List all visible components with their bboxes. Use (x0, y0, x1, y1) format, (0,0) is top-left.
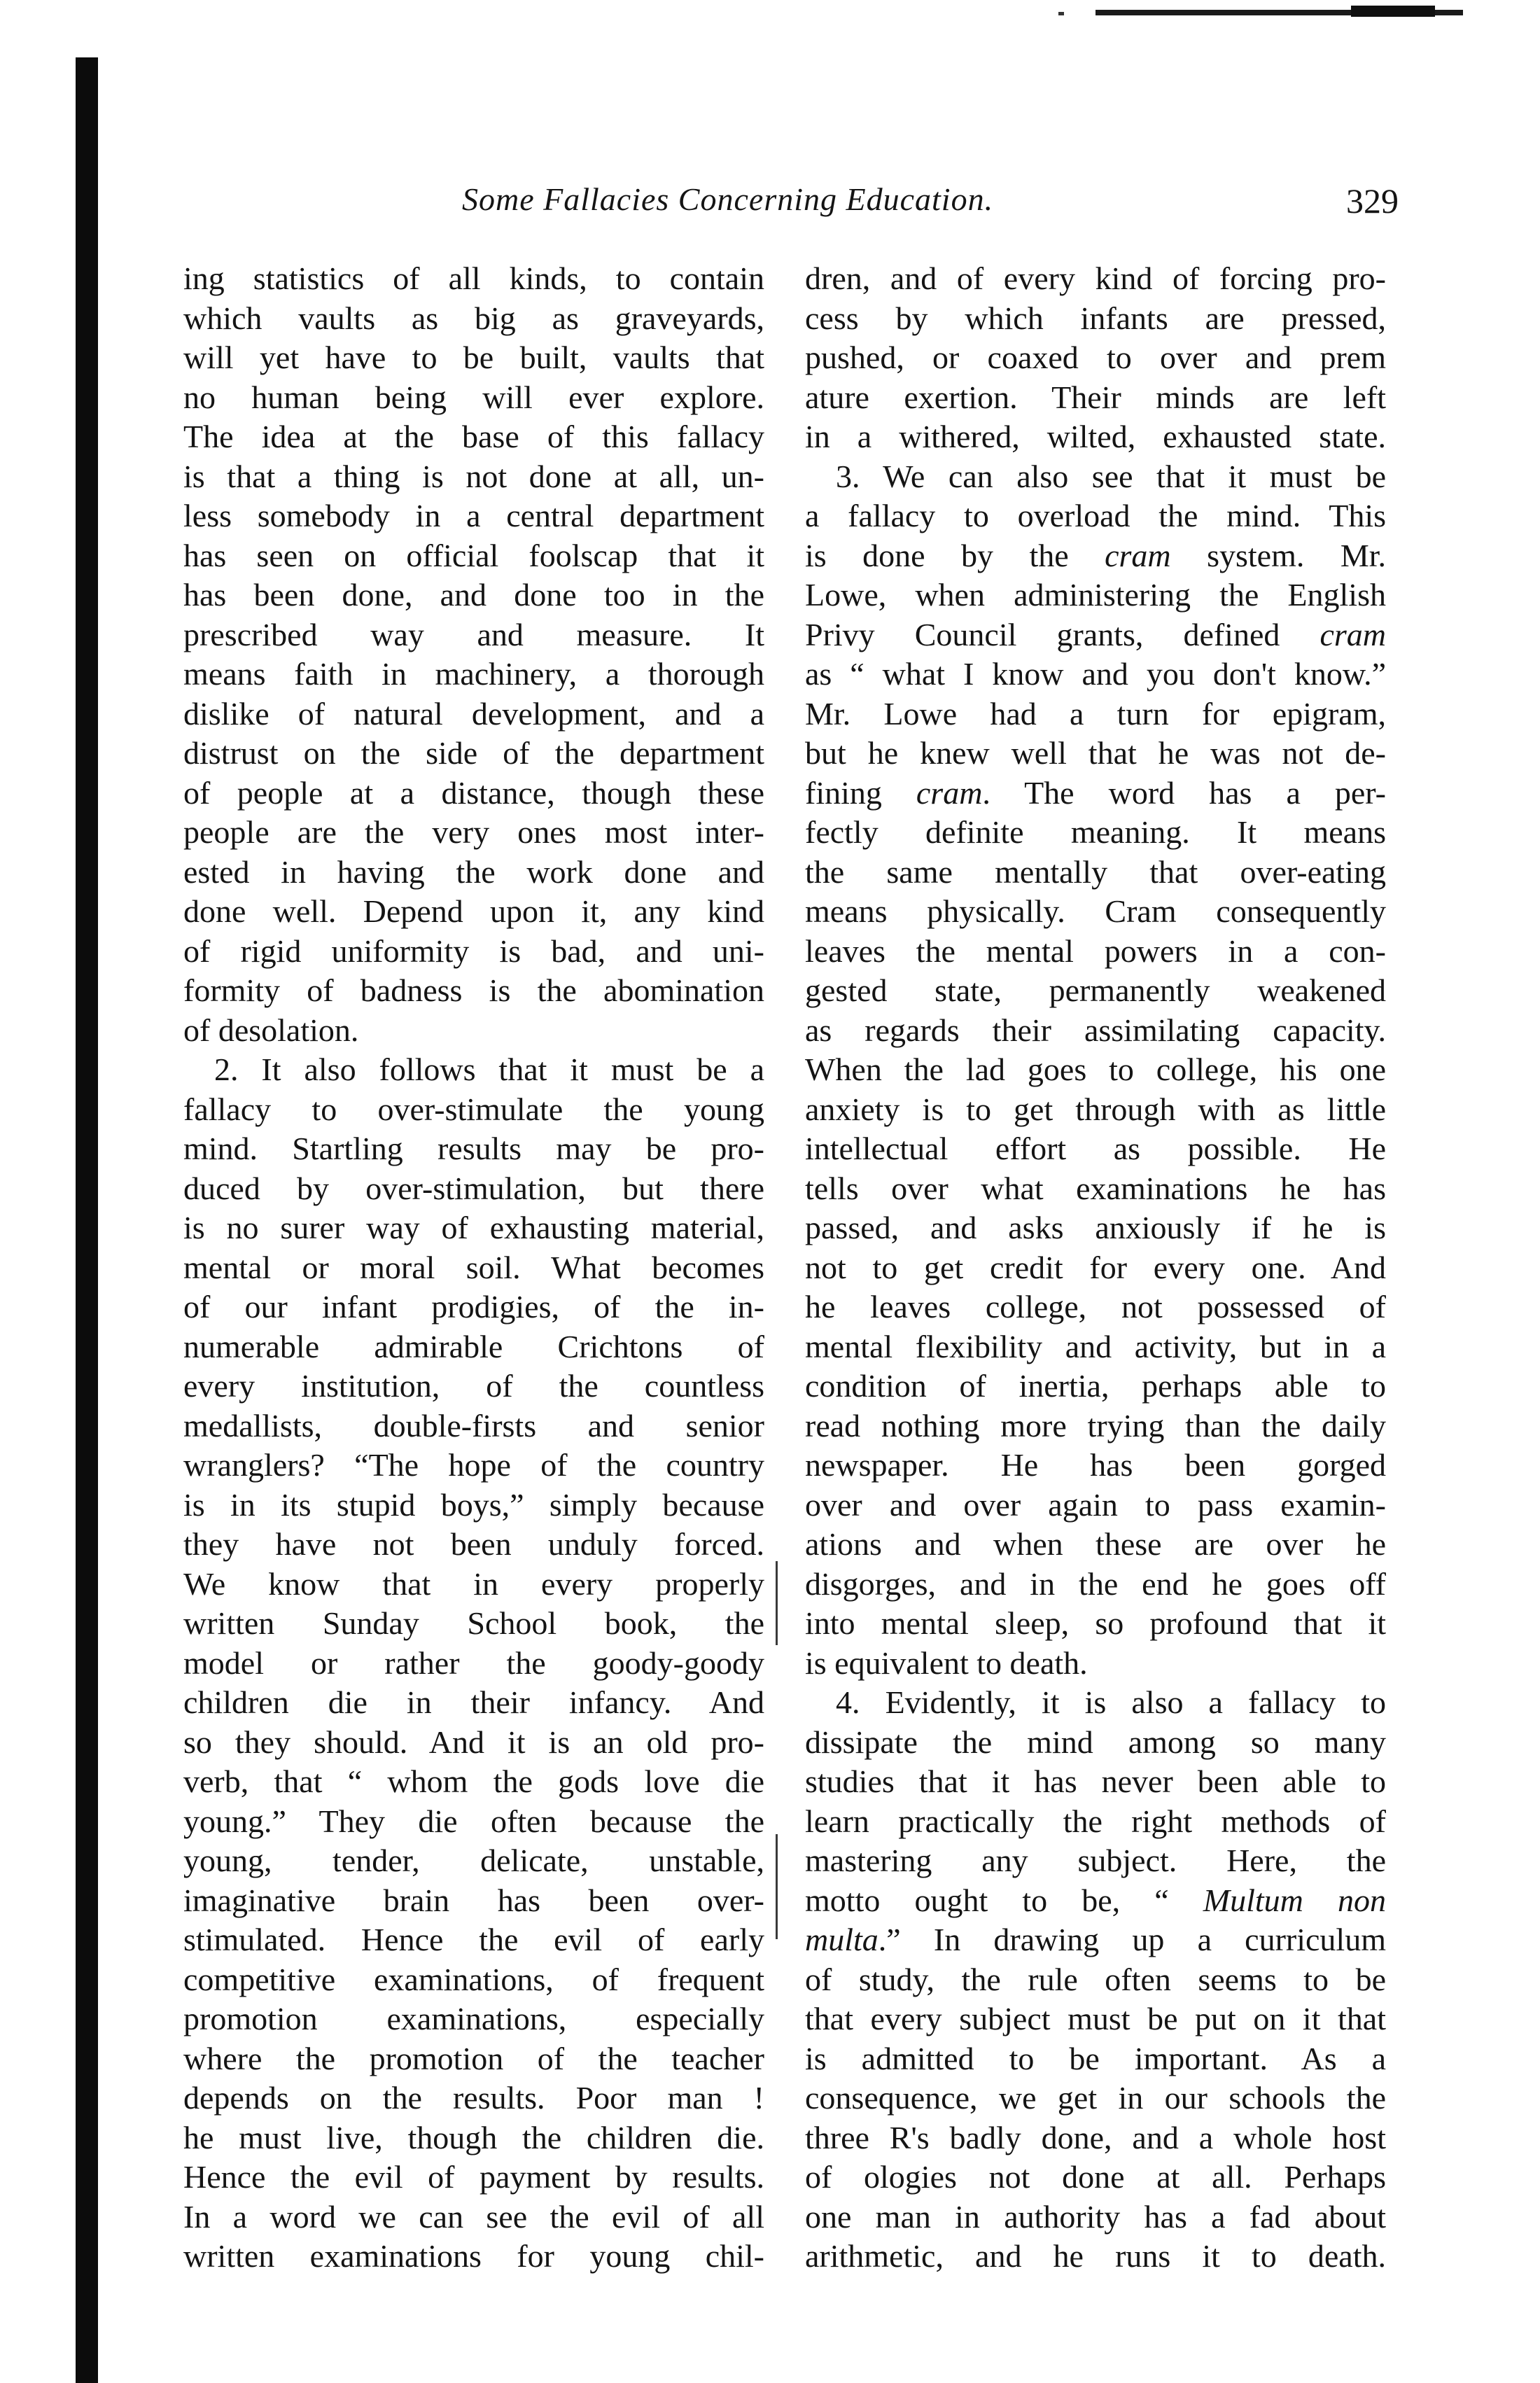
text-line: means faith in machinery, a thorough (183, 656, 764, 692)
left-text-column (183, 259, 764, 2277)
text-line: less somebody in a central department (183, 498, 764, 533)
text-line: cess by which infants are pressed, (805, 300, 1386, 336)
text-line: verb, that “ whom the gods love die (183, 1763, 764, 1799)
text-line: leaves the mental powers in a con- (805, 932, 1386, 969)
column-gutter-mark (776, 1561, 778, 1645)
text-line: is equivalent to death. (805, 1644, 1088, 1681)
text-line: the same mentally that over-eating (805, 853, 1386, 890)
text-line: children die in their infancy. And (183, 1684, 764, 1720)
text-line: model or rather the goody-goody (183, 1644, 764, 1681)
text-line: mastering any subject. Here, the (805, 1843, 1386, 1878)
text-line: disgorges, and in the end he goes off (805, 1565, 1386, 1602)
text-line: wranglers? “The hope of the country (183, 1447, 764, 1483)
text-line: where the promotion of the teacher (183, 2040, 764, 2076)
text-line: is no surer way of exhausting material, (183, 1210, 764, 1245)
text-line: has been done, and done too in the (183, 577, 764, 613)
text-line: dren, and of every kind of forcing pro- (805, 260, 1386, 296)
text-line: multa.” In drawing up a curriculum (805, 1922, 1386, 1957)
text-line: prescribed way and measure. It (183, 616, 764, 652)
text-line: young, tender, delicate, unstable, (183, 1843, 764, 1878)
text-line: over and over again to pass examin- (805, 1486, 1386, 1523)
text-line: so they should. And it is an old pro- (183, 1724, 764, 1760)
text-line: he must live, though the children die. (183, 2119, 764, 2155)
text-line: fining cram. The word has a per- (805, 774, 1386, 811)
text-line: depends on the results. Poor man ! (183, 2080, 764, 2116)
text-line: We know that in every properly (183, 1565, 764, 1602)
text-line: tells over what examinations he has (805, 1170, 1386, 1206)
column-gutter-mark (776, 1834, 778, 1939)
text-line: imaginative brain has been over- (183, 1882, 764, 1918)
running-title: Some Fallacies Concerning Education. (462, 181, 994, 217)
text-line: three R's badly done, and a whole host (805, 2119, 1386, 2155)
text-line: intellectual effort as possible. He (805, 1131, 1386, 1166)
text-line: Mr. Lowe had a turn for epigram, (805, 695, 1386, 732)
text-line: they have not been unduly forced. (183, 1526, 764, 1562)
text-line: fectly definite meaning. It means (805, 814, 1386, 850)
text-line: mental flexibility and activity, but in a (805, 1328, 1386, 1364)
text-line: formity of badness is the abomination (183, 972, 764, 1008)
text-line: no human being will ever explore. (183, 379, 764, 415)
text-line: people are the very ones most inter- (183, 814, 764, 850)
text-line: fallacy to over-stimulate the young (183, 1091, 764, 1127)
text-line: learn practically the right methods of (805, 1803, 1386, 1839)
text-line: has seen on official foolscap that it (183, 537, 764, 573)
text-line: ature exertion. Their minds are left (805, 379, 1386, 415)
text-line: 3. We can also see that it must be (836, 458, 1386, 494)
text-line: that every subject must be put on it that (805, 2001, 1386, 2036)
text-line: gested state, permanently weakened (805, 972, 1386, 1008)
text-line: read nothing more trying than the daily (805, 1407, 1386, 1444)
text-line: stimulated. Hence the evil of early (183, 1922, 764, 1957)
text-line: dislike of natural development, and a (183, 695, 764, 732)
text-line: of desolation. (183, 1012, 359, 1048)
text-line: Lowe, when administering the English (805, 577, 1386, 613)
page-number: 329 (1346, 181, 1399, 221)
text-line: young.” They die often because the (183, 1803, 764, 1839)
text-line: not to get credit for every one. And (805, 1249, 1386, 1285)
text-line: medallists, double-firsts and senior (183, 1407, 764, 1444)
text-line: 4. Evidently, it is also a fallacy to (836, 1684, 1386, 1720)
text-line: condition of inertia, perhaps able to (805, 1368, 1386, 1404)
text-line: The idea at the base of this fallacy (183, 419, 764, 454)
text-line: ations and when these are over he (805, 1526, 1386, 1562)
text-line: is in its stupid boys,” simply because (183, 1486, 764, 1523)
top-edge-speck (1058, 12, 1064, 15)
text-line: Hence the evil of payment by results. (183, 2159, 764, 2195)
text-line: of ologies not done at all. Perhaps (805, 2159, 1386, 2195)
text-line: into mental sleep, so profound that it (805, 1605, 1386, 1641)
text-line: is done by the cram system. Mr. (805, 537, 1386, 573)
text-line: but he knew well that he was not de- (805, 735, 1386, 771)
text-line: consequence, we get in our schools the (805, 2080, 1386, 2116)
text-line: of study, the rule often seems to be (805, 1961, 1386, 1997)
text-line: 2. It also follows that it must be a (214, 1051, 764, 1087)
text-line: passed, and asks anxiously if he is (805, 1210, 1386, 1245)
text-line: pushed, or coaxed to over and prem (805, 340, 1386, 375)
text-line: every institution, of the countless (183, 1368, 764, 1404)
text-line: competitive examinations, of frequent (183, 1961, 764, 1997)
text-line: is that a thing is not done at all, un- (183, 458, 764, 494)
text-line: When the lad goes to college, his one (805, 1051, 1386, 1087)
text-line: studies that it has never been able to (805, 1763, 1386, 1799)
text-line: Privy Council grants, defined cram (805, 616, 1386, 652)
text-line: mental or moral soil. What becomes (183, 1249, 764, 1285)
text-line: one man in authority has a fad about (805, 2198, 1386, 2235)
text-line: written Sunday School book, the (183, 1605, 764, 1641)
text-line: means physically. Cram consequently (805, 893, 1386, 929)
text-line: ing statistics of all kinds, to contain (183, 260, 764, 296)
text-line: duced by over-stimulation, but there (183, 1170, 764, 1206)
running-header (0, 181, 1540, 244)
top-edge-rule-dark (1351, 6, 1435, 17)
text-line: anxiety is to get through with as little (805, 1091, 1386, 1127)
text-line: as “ what I know and you don't know.” (805, 656, 1386, 692)
text-line: of rigid uniformity is bad, and uni- (183, 932, 764, 969)
text-line: newspaper. He has been gorged (805, 1447, 1386, 1483)
text-line: of people at a distance, though these (183, 774, 764, 811)
text-line: which vaults as big as graveyards, (183, 300, 764, 336)
text-line: he leaves college, not possessed of (805, 1289, 1386, 1325)
text-line: promotion examinations, especially (183, 2001, 764, 2036)
text-line: dissipate the mind among so many (805, 1724, 1386, 1760)
text-line: written examinations for young chil- (183, 2238, 764, 2274)
text-line: a fallacy to overload the mind. This (805, 498, 1386, 533)
text-line: done well. Depend upon it, any kind (183, 893, 764, 929)
text-line: is admitted to be important. As a (805, 2040, 1386, 2076)
text-line: of our infant prodigies, of the in- (183, 1289, 764, 1325)
text-line: motto ought to be, “ Multum non (805, 1882, 1386, 1918)
right-text-column (805, 259, 1386, 2277)
text-line: distrust on the side of the department (183, 735, 764, 771)
text-line: ested in having the work done and (183, 853, 764, 890)
text-line: arithmetic, and he runs it to death. (805, 2238, 1386, 2274)
text-line: mind. Startling results may be pro- (183, 1131, 764, 1166)
text-line: in a withered, wilted, exhausted state. (805, 419, 1386, 454)
text-line: In a word we can see the evil of all (183, 2198, 764, 2235)
text-line: numerable admirable Crichtons of (183, 1328, 764, 1364)
text-line: will yet have to be built, vaults that (183, 340, 764, 375)
text-line: as regards their assimilating capacity. (805, 1012, 1386, 1048)
binding-shadow-bar (76, 57, 98, 2383)
